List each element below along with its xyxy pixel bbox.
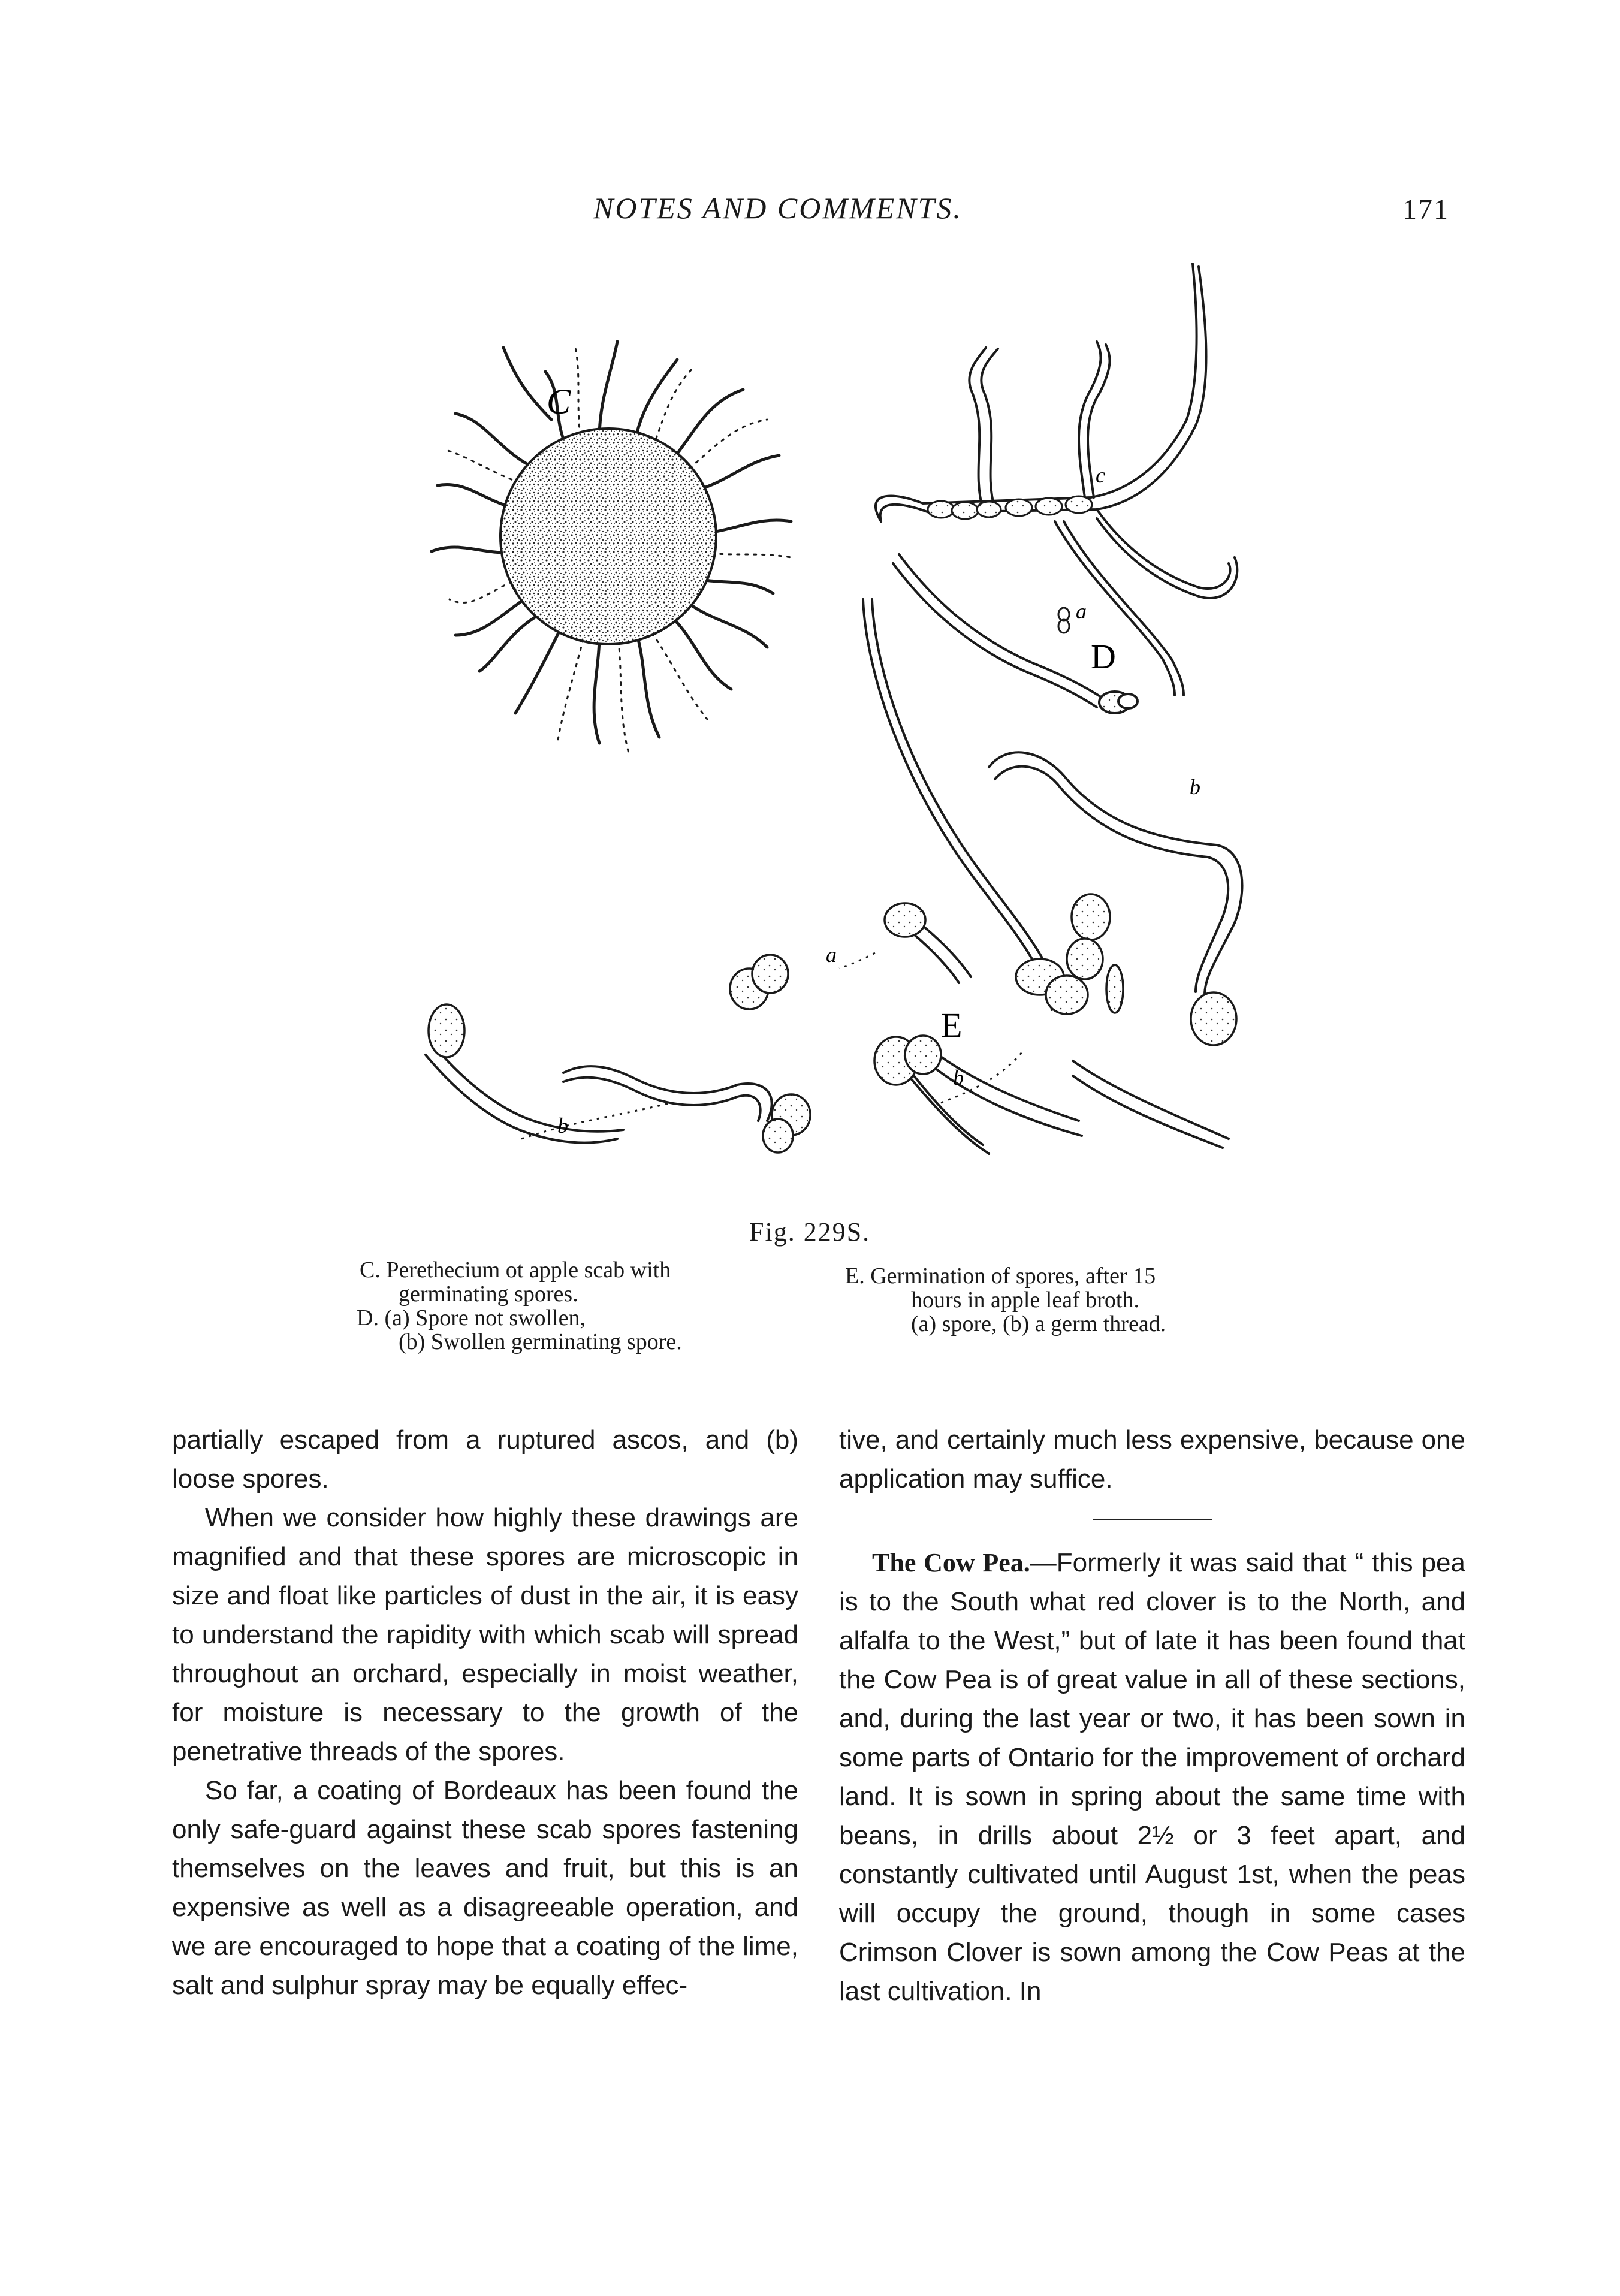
label-small-a-e: a <box>826 943 837 967</box>
label-d: D <box>1091 637 1116 676</box>
germinating-threads-group <box>876 264 1237 713</box>
cowpea-heading: The Cow Pea. <box>872 1548 1030 1577</box>
label-small-c: c <box>1096 463 1105 487</box>
caption-left-3: D. (a) Spore not swollen, <box>357 1305 586 1330</box>
caption-left-1: C. Perethecium ot apple scab with <box>360 1257 671 1283</box>
left-paragraph-2: When we consider how highly these drawings are magnified and that these spores are microscopic in size and float like particles of dust in the air, it is easy to understand the rapidity with which scab will spread throughout an orchard, especially in moist weather, for moisture is necessary to the growth of the penetrative threads of the spores. <box>172 1503 798 1766</box>
right-column <box>839 1420 1465 2011</box>
germ-threads-e <box>426 599 1242 1154</box>
caption-right-1: E. Germination of spores, after 15 <box>845 1263 1156 1289</box>
label-small-b-left: b <box>557 1114 568 1138</box>
label-small-b-e: b <box>953 1066 964 1090</box>
label-e: E <box>941 1006 963 1045</box>
caption-right-2: hours in apple leaf broth. <box>911 1287 1139 1313</box>
cowpea-paragraph <box>839 1543 1465 2011</box>
running-header: NOTES AND COMMENTS. <box>593 191 963 225</box>
label-small-a-d: a <box>1076 599 1087 623</box>
section-divider <box>1093 1519 1212 1520</box>
left-paragraph-3: So far, a coating of Bordeaux has been found the only safe-guard against these scab spores fastening themselves on the leaves and fruit, but this is an expensive as well as a disagreeable operation, and we are encouraged to hope that a coating of the lime, salt and sulphur spray may be equally effec- <box>172 1776 798 2000</box>
cowpea-text: —Formerly it was said that “ this pea is to the South what red clover is to the North, and alfalfa to the West,” but of late it has been found that the Cow Pea is of great value in all of these sections, and, during the last year or two, it has been sown in some parts of Ontario for the improvement of orchard land. It is sown in spring about the same time with beans, in drills about 2½ or 3 feet apart, and constantly cultivated until August 1st, when the peas will occupy the ground, though in some cases Crimson Clover is sown among the Cow Peas at the last cultivation. In <box>839 1548 1465 2006</box>
caption-right-3: (a) spore, (b) a germ thread. <box>911 1311 1166 1336</box>
left-paragraph-1: partially escaped from a ruptured ascos, and (b) loose spores. <box>172 1425 798 1494</box>
right-paragraph-1: tive, and certainly much less expensive, because one application may suffice. <box>839 1425 1465 1494</box>
page-number: 171 <box>1402 194 1449 225</box>
perithecium-group <box>432 342 791 755</box>
swollen-spores-e <box>429 894 1236 1152</box>
caption-left-2: germinating spores. <box>399 1281 578 1307</box>
caption-left-4: (b) Swollen germinating spore. <box>399 1329 682 1354</box>
label-c: C <box>547 382 571 421</box>
label-small-b-d: b <box>1190 775 1200 799</box>
spore-not-swollen-d <box>1058 608 1069 633</box>
spore-illustration <box>336 240 1271 1223</box>
left-column <box>172 1420 798 2005</box>
figure-label: Fig. 229S. <box>749 1217 871 1247</box>
